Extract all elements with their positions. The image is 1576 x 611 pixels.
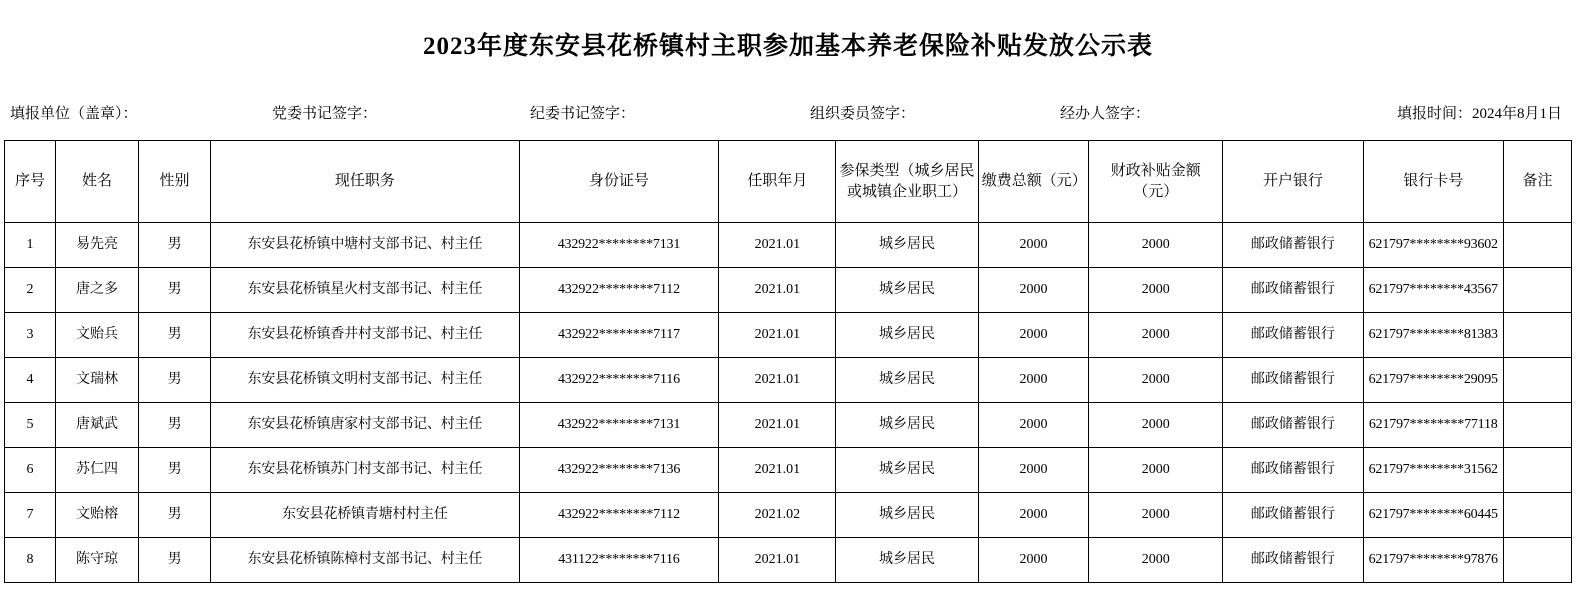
- cell-subsidy: 2000: [1089, 538, 1223, 583]
- cell-insurance-type: 城乡居民: [836, 538, 978, 583]
- cell-name: 文瑞林: [56, 358, 139, 403]
- cell-insurance-type: 城乡居民: [836, 403, 978, 448]
- meta-handler: 经办人签字：: [1060, 105, 1151, 122]
- signature-meta-row: [0, 84, 1576, 140]
- cell-no: 7: [5, 493, 56, 538]
- cell-card: 621797********77118: [1363, 403, 1503, 448]
- cell-bank: 邮政储蓄银行: [1223, 358, 1363, 403]
- cell-subsidy: 2000: [1089, 493, 1223, 538]
- cell-card: 621797********81383: [1363, 313, 1503, 358]
- cell-total: 2000: [978, 538, 1089, 583]
- cell-name: 文贻榕: [56, 493, 139, 538]
- meta-discipline-secretary: 纪委书记签字：: [530, 105, 636, 122]
- cell-name: 苏仁四: [56, 448, 139, 493]
- cell-date: 2021.01: [719, 223, 836, 268]
- column-header-sex: 性别: [138, 141, 210, 223]
- cell-sex: 男: [138, 493, 210, 538]
- cell-post: 东安县花桥镇青塘村村主任: [211, 493, 519, 538]
- subsidy-table: [4, 140, 1572, 583]
- cell-bank: 邮政储蓄银行: [1223, 268, 1363, 313]
- cell-post: 东安县花桥镇星火村支部书记、村主任: [211, 268, 519, 313]
- cell-insurance-type: 城乡居民: [836, 313, 978, 358]
- cell-subsidy: 2000: [1089, 223, 1223, 268]
- cell-card: 621797********31562: [1363, 448, 1503, 493]
- cell-total: 2000: [978, 403, 1089, 448]
- page-title: 2023年度东安县花桥镇村主职参加基本养老保险补贴发放公示表: [422, 33, 1153, 60]
- cell-date: 2021.01: [719, 313, 836, 358]
- meta-fill-date: 填报时间：2024年8月1日: [1396, 105, 1562, 122]
- cell-id: 432922********7117: [519, 313, 719, 358]
- cell-post: 东安县花桥镇香井村支部书记、村主任: [211, 313, 519, 358]
- cell-card: 621797********60445: [1363, 493, 1503, 538]
- cell-no: 5: [5, 403, 56, 448]
- cell-remark: [1503, 403, 1571, 448]
- cell-remark: [1503, 493, 1571, 538]
- cell-remark: [1503, 268, 1571, 313]
- cell-date: 2021.01: [719, 448, 836, 493]
- cell-bank: 邮政储蓄银行: [1223, 403, 1363, 448]
- column-header-insurance-type: 参保类型（城乡居民或城镇企业职工）: [836, 141, 978, 223]
- cell-sex: 男: [138, 358, 210, 403]
- column-header-card: 银行卡号: [1363, 141, 1503, 223]
- cell-sex: 男: [138, 313, 210, 358]
- cell-remark: [1503, 358, 1571, 403]
- cell-no: 3: [5, 313, 56, 358]
- cell-id: 432922********7136: [519, 448, 719, 493]
- cell-sex: 男: [138, 403, 210, 448]
- column-header-no: 序号: [5, 141, 56, 223]
- column-header-id: 身份证号: [519, 141, 719, 223]
- cell-bank: 邮政储蓄银行: [1223, 223, 1363, 268]
- cell-remark: [1503, 448, 1571, 493]
- table-row: [5, 538, 1572, 583]
- column-header-remark: 备注: [1503, 141, 1571, 223]
- cell-sex: 男: [138, 223, 210, 268]
- cell-remark: [1503, 313, 1571, 358]
- column-header-bank: 开户银行: [1223, 141, 1363, 223]
- cell-no: 2: [5, 268, 56, 313]
- column-header-total: 缴费总额（元）: [978, 141, 1089, 223]
- cell-total: 2000: [978, 223, 1089, 268]
- table-row: [5, 268, 1572, 313]
- cell-date: 2021.01: [719, 538, 836, 583]
- table-body: [5, 223, 1572, 583]
- cell-remark: [1503, 538, 1571, 583]
- table-row: [5, 403, 1572, 448]
- table-row: [5, 493, 1572, 538]
- cell-name: 唐斌武: [56, 403, 139, 448]
- table-row: [5, 358, 1572, 403]
- cell-bank: 邮政储蓄银行: [1223, 448, 1363, 493]
- cell-total: 2000: [978, 268, 1089, 313]
- cell-subsidy: 2000: [1089, 403, 1223, 448]
- cell-id: 432922********7112: [519, 268, 719, 313]
- cell-no: 1: [5, 223, 56, 268]
- meta-party-secretary: 党委书记签字：: [272, 105, 378, 122]
- cell-card: 621797********43567: [1363, 268, 1503, 313]
- cell-bank: 邮政储蓄银行: [1223, 538, 1363, 583]
- cell-date: 2021.01: [719, 403, 836, 448]
- cell-no: 4: [5, 358, 56, 403]
- table-row: [5, 448, 1572, 493]
- cell-date: 2021.01: [719, 358, 836, 403]
- cell-insurance-type: 城乡居民: [836, 223, 978, 268]
- cell-post: 东安县花桥镇文明村支部书记、村主任: [211, 358, 519, 403]
- cell-date: 2021.01: [719, 268, 836, 313]
- cell-name: 唐之多: [56, 268, 139, 313]
- cell-post: 东安县花桥镇苏门村支部书记、村主任: [211, 448, 519, 493]
- cell-card: 621797********97876: [1363, 538, 1503, 583]
- cell-insurance-type: 城乡居民: [836, 268, 978, 313]
- cell-name: 易先亮: [56, 223, 139, 268]
- cell-sex: 男: [138, 538, 210, 583]
- meta-unit: 填报单位（盖章）：: [10, 105, 138, 122]
- cell-name: 文贻兵: [56, 313, 139, 358]
- cell-date: 2021.02: [719, 493, 836, 538]
- table-row: [5, 313, 1572, 358]
- cell-insurance-type: 城乡居民: [836, 448, 978, 493]
- cell-id: 432922********7131: [519, 403, 719, 448]
- cell-subsidy: 2000: [1089, 268, 1223, 313]
- cell-total: 2000: [978, 313, 1089, 358]
- cell-post: 东安县花桥镇中塘村支部书记、村主任: [211, 223, 519, 268]
- table-row: [5, 223, 1572, 268]
- cell-card: 621797********93602: [1363, 223, 1503, 268]
- cell-insurance-type: 城乡居民: [836, 358, 978, 403]
- column-header-name: 姓名: [56, 141, 139, 223]
- cell-id: 432922********7131: [519, 223, 719, 268]
- column-header-post: 现任职务: [211, 141, 519, 223]
- cell-id: 432922********7112: [519, 493, 719, 538]
- cell-total: 2000: [978, 448, 1089, 493]
- cell-id: 432922********7116: [519, 358, 719, 403]
- cell-name: 陈守琼: [56, 538, 139, 583]
- cell-subsidy: 2000: [1089, 448, 1223, 493]
- cell-total: 2000: [978, 358, 1089, 403]
- cell-id: 431122********7116: [519, 538, 719, 583]
- cell-post: 东安县花桥镇陈樟村支部书记、村主任: [211, 538, 519, 583]
- table-header-row: [5, 141, 1572, 223]
- cell-insurance-type: 城乡居民: [836, 493, 978, 538]
- cell-sex: 男: [138, 268, 210, 313]
- cell-no: 8: [5, 538, 56, 583]
- cell-card: 621797********29095: [1363, 358, 1503, 403]
- cell-no: 6: [5, 448, 56, 493]
- meta-organization-member: 组织委员签字：: [810, 105, 916, 122]
- column-header-date: 任职年月: [719, 141, 836, 223]
- cell-remark: [1503, 223, 1571, 268]
- cell-bank: 邮政储蓄银行: [1223, 313, 1363, 358]
- cell-bank: 邮政储蓄银行: [1223, 493, 1363, 538]
- column-header-subsidy: 财政补贴金额（元）: [1089, 141, 1223, 223]
- cell-post: 东安县花桥镇唐家村支部书记、村主任: [211, 403, 519, 448]
- cell-subsidy: 2000: [1089, 358, 1223, 403]
- cell-total: 2000: [978, 493, 1089, 538]
- cell-sex: 男: [138, 448, 210, 493]
- cell-subsidy: 2000: [1089, 313, 1223, 358]
